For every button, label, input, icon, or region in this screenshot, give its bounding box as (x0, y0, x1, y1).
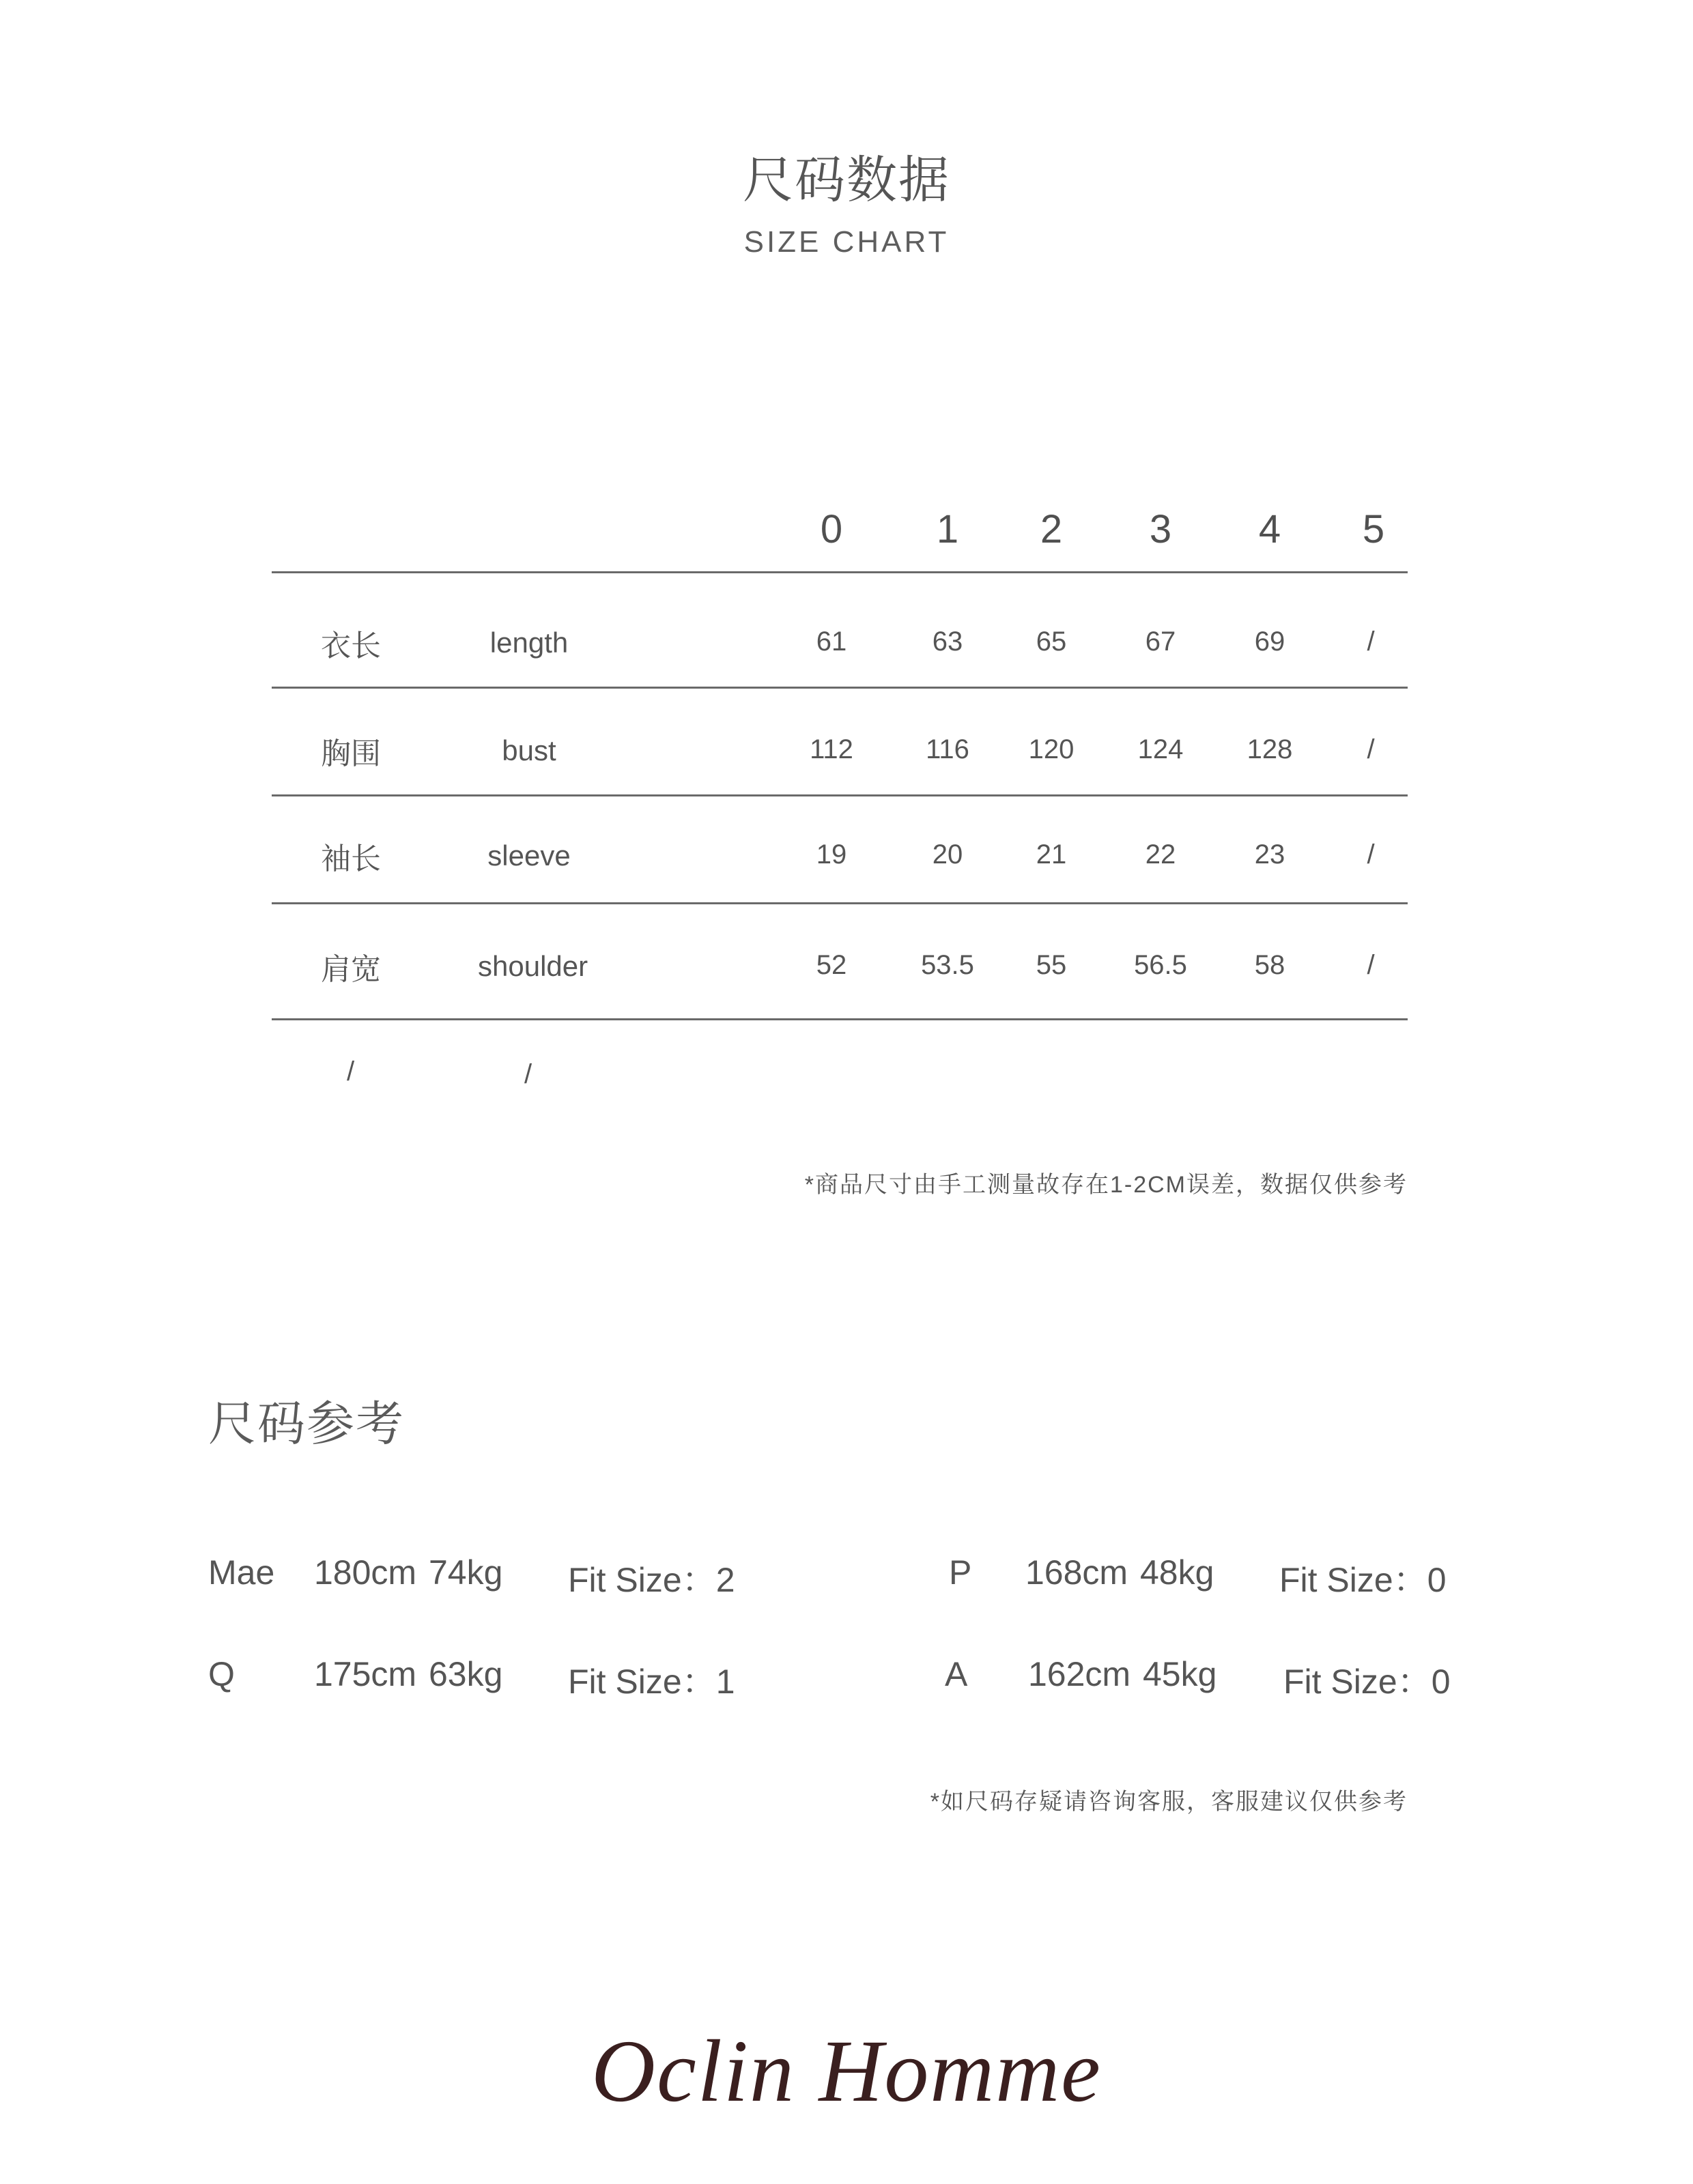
row-label-en: shoulder (478, 950, 588, 982)
extra-row-cell: / (524, 1059, 532, 1089)
size-header-4: 4 (1258, 507, 1281, 551)
size-header-5: 5 (1362, 507, 1385, 551)
table-cell: 53.5 (921, 950, 974, 980)
table-cell: 65 (1036, 627, 1067, 657)
size-header-2: 2 (1040, 507, 1063, 551)
size-header-0: 0 (820, 507, 843, 551)
table-cell: 120 (1028, 734, 1075, 764)
table-cell: 56.5 (1134, 950, 1187, 980)
model-name: Q (208, 1655, 235, 1693)
table-cell: 128 (1247, 734, 1293, 764)
table-divider (272, 902, 1408, 904)
row-label-cn: 衣长 (321, 629, 381, 663)
model-weight: 48kg (1140, 1553, 1214, 1592)
page-title: 尺码数据 (743, 152, 950, 208)
model-weight: 74kg (429, 1553, 503, 1592)
table-cell: 124 (1137, 734, 1184, 764)
size-table-note: *商品尺寸由手工测量故存在1-2CM误差，数据仅供参考 (804, 1172, 1408, 1198)
model-height: 180cm (314, 1553, 417, 1592)
model-fit-size: Fit Size：0 (1279, 1561, 1447, 1599)
model-weight: 45kg (1143, 1655, 1217, 1693)
table-cell: 61 (816, 627, 847, 657)
row-label-cn: 肩宽 (321, 953, 381, 986)
table-cell: 20 (932, 839, 963, 870)
table-cell: / (1367, 627, 1375, 657)
table-cell: 19 (816, 839, 847, 870)
table-cell: 21 (1036, 839, 1067, 870)
reference-title: 尺码参考 (208, 1397, 405, 1450)
table-cell: / (1367, 734, 1375, 764)
extra-row-cell: / (347, 1057, 355, 1087)
model-fit-size: Fit Size：1 (568, 1663, 735, 1701)
model-name: A (945, 1655, 968, 1693)
model-height: 175cm (314, 1655, 417, 1693)
table-cell: 116 (926, 734, 969, 764)
model-name: Mae (208, 1553, 275, 1592)
model-name: P (949, 1553, 972, 1592)
row-label-en: length (489, 627, 569, 659)
model-fit-size: Fit Size：2 (568, 1561, 735, 1599)
table-divider (272, 1018, 1408, 1020)
table-divider (272, 794, 1408, 796)
reference-note: *如尺码存疑请咨询客服，客服建议仅供参考 (930, 1789, 1408, 1815)
table-cell: 55 (1036, 950, 1067, 980)
table-cell: / (1367, 950, 1375, 980)
table-cell: 67 (1145, 627, 1176, 657)
size-header-1: 1 (936, 507, 959, 551)
table-cell: 22 (1145, 839, 1176, 870)
row-label-cn: 胸围 (321, 737, 381, 771)
table-divider (272, 687, 1408, 689)
table-cell: 63 (932, 627, 963, 657)
brand-logo: Oclin Homme (591, 2022, 1102, 2121)
row-label-cn: 袖长 (321, 842, 381, 876)
model-height: 162cm (1028, 1655, 1131, 1693)
table-cell: 52 (816, 950, 847, 980)
table-cell: 58 (1254, 950, 1285, 980)
table-cell: 112 (810, 734, 853, 764)
table-cell: / (1367, 839, 1375, 870)
table-cell: 69 (1254, 627, 1285, 657)
model-height: 168cm (1025, 1553, 1128, 1592)
row-label-en: bust (502, 734, 556, 766)
table-divider (272, 571, 1408, 573)
model-weight: 63kg (429, 1655, 503, 1693)
row-label-en: sleeve (487, 839, 571, 872)
table-cell: 23 (1254, 839, 1285, 870)
model-fit-size: Fit Size：0 (1283, 1663, 1451, 1701)
page-subtitle: SIZE CHART (743, 225, 950, 259)
size-header-3: 3 (1149, 507, 1172, 551)
